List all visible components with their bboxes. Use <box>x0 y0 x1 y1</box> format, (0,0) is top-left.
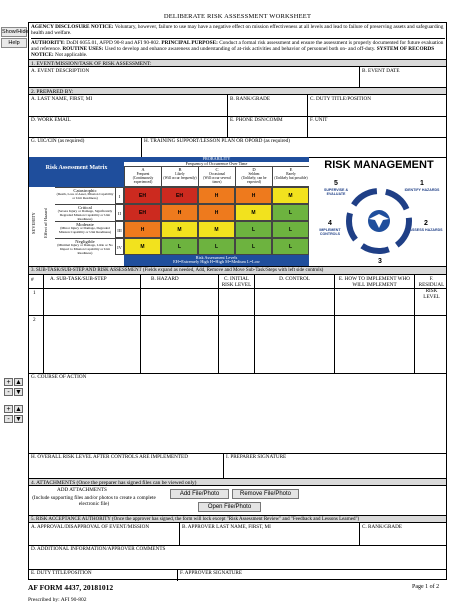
move-up-row-1-icon[interactable]: ▲ <box>15 379 22 386</box>
preparer-signature-label[interactable]: I. PREPARER SIGNATURE <box>223 453 288 478</box>
matrix-cell: H <box>198 204 235 221</box>
col-implement: E. HOW TO IMPLEMENT WHO WILL IMPLEMENT <box>334 275 414 373</box>
rm-step-4: 4 IMPLEMENT CONTROLS <box>319 220 341 237</box>
matrix-row-label: Negligible (Minimal Injury or Damage, Little or No Impact to Mission Capability or Unit Readiness) <box>55 238 115 255</box>
probability-header: PROBABILITY <box>124 157 309 162</box>
rm-cycle-diagram <box>311 158 447 265</box>
matrix-cell: H <box>161 204 198 221</box>
matrix-cell: M <box>272 187 309 204</box>
rm-step-3: 3 <box>378 258 382 265</box>
matrix-cell: M <box>235 204 272 221</box>
matrix-cell: M <box>161 221 198 238</box>
approver-signature-label[interactable]: F. APPROVER SIGNATURE <box>177 569 244 581</box>
matrix-column-a: A Frequent (Continuously experienced) <box>124 167 161 187</box>
air-force-emblem-icon <box>368 210 390 232</box>
matrix-row-numeral: IV <box>115 238 124 255</box>
severity-label: SEVERITY <box>31 212 36 234</box>
approver-duty-title-label[interactable]: E. DUTY TITLE/POSITION <box>31 570 92 576</box>
overall-risk-label[interactable]: H. OVERALL RISK LEVEL AFTER CONTROLS ARE IMPLEMENTED <box>31 454 188 460</box>
add-row-2-button[interactable]: + <box>4 405 13 413</box>
add-file-button[interactable]: Add File/Photo <box>170 489 229 499</box>
add-attachments-label: ADD ATTACHMENTS <box>57 487 107 493</box>
authority-notice: AUTHORITY: DoDI 6055.01, AFPD 90-8 and AFI 90-802. PRINCIPAL PURPOSE: Conduct a formal risk assessment and ensure the assessment is properly documented for future evaluation and reference. ROUTINE USES: Used to develop and enhance awareness and understanding of at-risk activities and behavior of personnel both on- and off-duty. SYSTEM OF RECORDS NOTICE: Not applicable. <box>31 40 444 59</box>
approver-rank-label[interactable]: C. RANK/GRADE <box>359 523 404 545</box>
event-date-label: B. EVENT DATE <box>359 67 402 87</box>
risk-assessment-form <box>28 22 447 580</box>
matrix-cell: L <box>198 238 235 255</box>
matrix-cell: L <box>272 221 309 238</box>
phone-label[interactable]: E. PHONE DSN/COMM <box>227 116 285 137</box>
rm-title: RISK MANAGEMENT <box>324 159 434 171</box>
rm-step-1: 1 IDENTIFY HAZARDS <box>404 180 440 193</box>
disclosure-notice: AGENCY DISCLOSURE NOTICE: Voluntary, however, failure to use may have a negative effect on mission effectiveness at all levels and lead to failure of preserving assets and safeguarding health and welfare. <box>31 24 444 37</box>
risk-assessment-matrix <box>29 157 309 266</box>
subtask-table <box>29 275 446 373</box>
risk-levels-legend: Risk Assessment Levels EH=Extremely High H=High M=Medium L=Low <box>124 255 309 266</box>
move-up-row-2-icon[interactable]: ▲ <box>15 406 22 413</box>
matrix-cell: EH <box>124 187 161 204</box>
uic-cin-label[interactable]: G. UIC/CIN (as required) <box>31 138 85 144</box>
matrix-row-numeral: III <box>115 221 124 238</box>
matrix-column-b: B Likely (Will occur frequently) <box>161 167 198 187</box>
matrix-cell: M <box>124 238 161 255</box>
attachments-note: (Include supporting files and/or photos to create a complete electronic file) <box>32 495 156 507</box>
prescribed-by: Prescribed by: AFI 90-802 <box>28 597 87 603</box>
section-1-header: 1. EVENT/MISSION/TASK OF RISK ASSESSMENT: <box>29 59 446 67</box>
section-5-header: 5. RISK ACCEPTANCE AUTHORITY (Once the approver has signed, the form will lock except "Risk Assessment Review" and "Feedback and Lessons Learned") <box>29 515 446 523</box>
remove-row-2-button[interactable]: - <box>4 415 13 423</box>
open-file-button[interactable]: Open File/Photo <box>198 502 261 512</box>
col-initial-risk: C. INITIAL RISK LEVEL <box>218 275 254 373</box>
matrix-row-label: Moderate (Minor Injury or Damage, Degraded Mission Capability or Unit Readiness) <box>55 221 115 238</box>
matrix-cell: L <box>161 238 198 255</box>
row-number-2: 2 <box>33 317 36 323</box>
approver-name-label[interactable]: B. APPROVER LAST NAME, FIRST, MI <box>179 523 273 545</box>
frequency-header: Frequency of Occurrence Over Time <box>124 162 309 167</box>
row-number-1: 1 <box>33 290 36 296</box>
matrix-cell: L <box>272 204 309 221</box>
matrix-column-d: D Seldom (Unlikely; can be expected) <box>235 167 272 187</box>
matrix-cell: L <box>235 221 272 238</box>
matrix-cell: M <box>198 221 235 238</box>
remove-row-1-button[interactable]: - <box>4 388 13 396</box>
section-3-header: 3. SUB-TASK/SUB-STEP AND RISK ASSESSMENT (Fields expand as needed, Add, Remove and Move Sub-Task/Steps with left side controls) <box>29 266 446 275</box>
risk-management-graphic <box>311 158 447 265</box>
matrix-column-c: C Occasional (Will occur several times) <box>198 167 235 187</box>
approver-comments-label[interactable]: D. ADDITIONAL INFORMATION/APPROVER COMMENTS <box>31 546 166 552</box>
training-support-label[interactable]: H. TRAINING SUPPORT/LESSON PLAN OR OPORD (as required) <box>141 137 292 157</box>
form-number: AF FORM 4437, 20181012 <box>28 583 114 592</box>
page-number: Page 1 of 2 <box>412 584 440 590</box>
col-residual-risk: F. RESIDUAL RISK LEVEL <box>414 275 448 373</box>
matrix-cell: EH <box>124 204 161 221</box>
event-date-field[interactable] <box>361 76 445 86</box>
move-down-row-1-icon[interactable]: ▼ <box>15 389 22 396</box>
matrix-cell: L <box>235 238 272 255</box>
approval-label[interactable]: A. APPROVAL/DISAPPROVAL OF EVENT/MISSION <box>31 524 150 530</box>
matrix-cell: EH <box>161 187 198 204</box>
matrix-row-label: Catastrophic (Death, Loss of Asset, Mission Capability or Unit Readiness) <box>55 187 115 204</box>
matrix-row-numeral: II <box>115 204 124 221</box>
matrix-row-label: Critical (Severe Injury or Damage, Significantly Degraded Mission Capability or Unit Readiness) <box>55 204 115 221</box>
help-button[interactable]: Help <box>1 38 27 48</box>
section-4-header: 4. ATTACHMENTS (Once the preparer has signed files can be viewed only) <box>29 478 446 486</box>
duty-title-label[interactable]: C. DUTY TITLE/POSITION <box>307 95 373 116</box>
section-2-header: 2. PREPARED BY: <box>29 87 446 95</box>
add-row-1-button[interactable]: + <box>4 378 13 386</box>
event-description-field[interactable] <box>31 76 357 86</box>
work-email-label[interactable]: D. WORK EMAIL <box>31 117 71 123</box>
course-of-action-label[interactable]: G. COURSE OF ACTION <box>31 374 87 380</box>
move-down-row-2-icon[interactable]: ▼ <box>15 416 22 423</box>
effect-label: Effect of Hazard <box>43 208 48 238</box>
matrix-cell: H <box>198 187 235 204</box>
matrix-header: Risk Assessment Matrix <box>29 157 124 187</box>
col-control: D. CONTROL <box>254 275 334 373</box>
matrix-row-numeral: I <box>115 187 124 204</box>
matrix-column-e: E Rarely (Unlikely but possible) <box>272 167 309 187</box>
col-subtask: A. SUB-TASK/SUB-STEP <box>43 275 140 373</box>
matrix-cell: H <box>235 187 272 204</box>
form-title: DELIBERATE RISK ASSESSMENT WORKSHEET <box>163 13 312 20</box>
col-hazard: B. HAZARD <box>140 275 218 373</box>
last-name-label[interactable]: A. LAST NAME, FIRST, MI <box>31 96 93 102</box>
remove-file-button[interactable]: Remove File/Photo <box>232 489 299 499</box>
matrix-cell: H <box>124 221 161 238</box>
rm-step-5: 5 SUPERVISE & EVALUATE <box>323 180 349 197</box>
rm-step-2: 2 ASSESS HAZARDS <box>409 220 443 233</box>
event-description-label: A. EVENT DESCRIPTION <box>31 68 90 74</box>
rank-grade-label[interactable]: B. RANK/GRADE <box>227 95 272 116</box>
show-hide-button[interactable]: Show/Hide <box>2 29 29 35</box>
unit-label[interactable]: F. UNIT <box>307 116 329 137</box>
matrix-cell: L <box>272 238 309 255</box>
col-number: # <box>31 277 34 283</box>
